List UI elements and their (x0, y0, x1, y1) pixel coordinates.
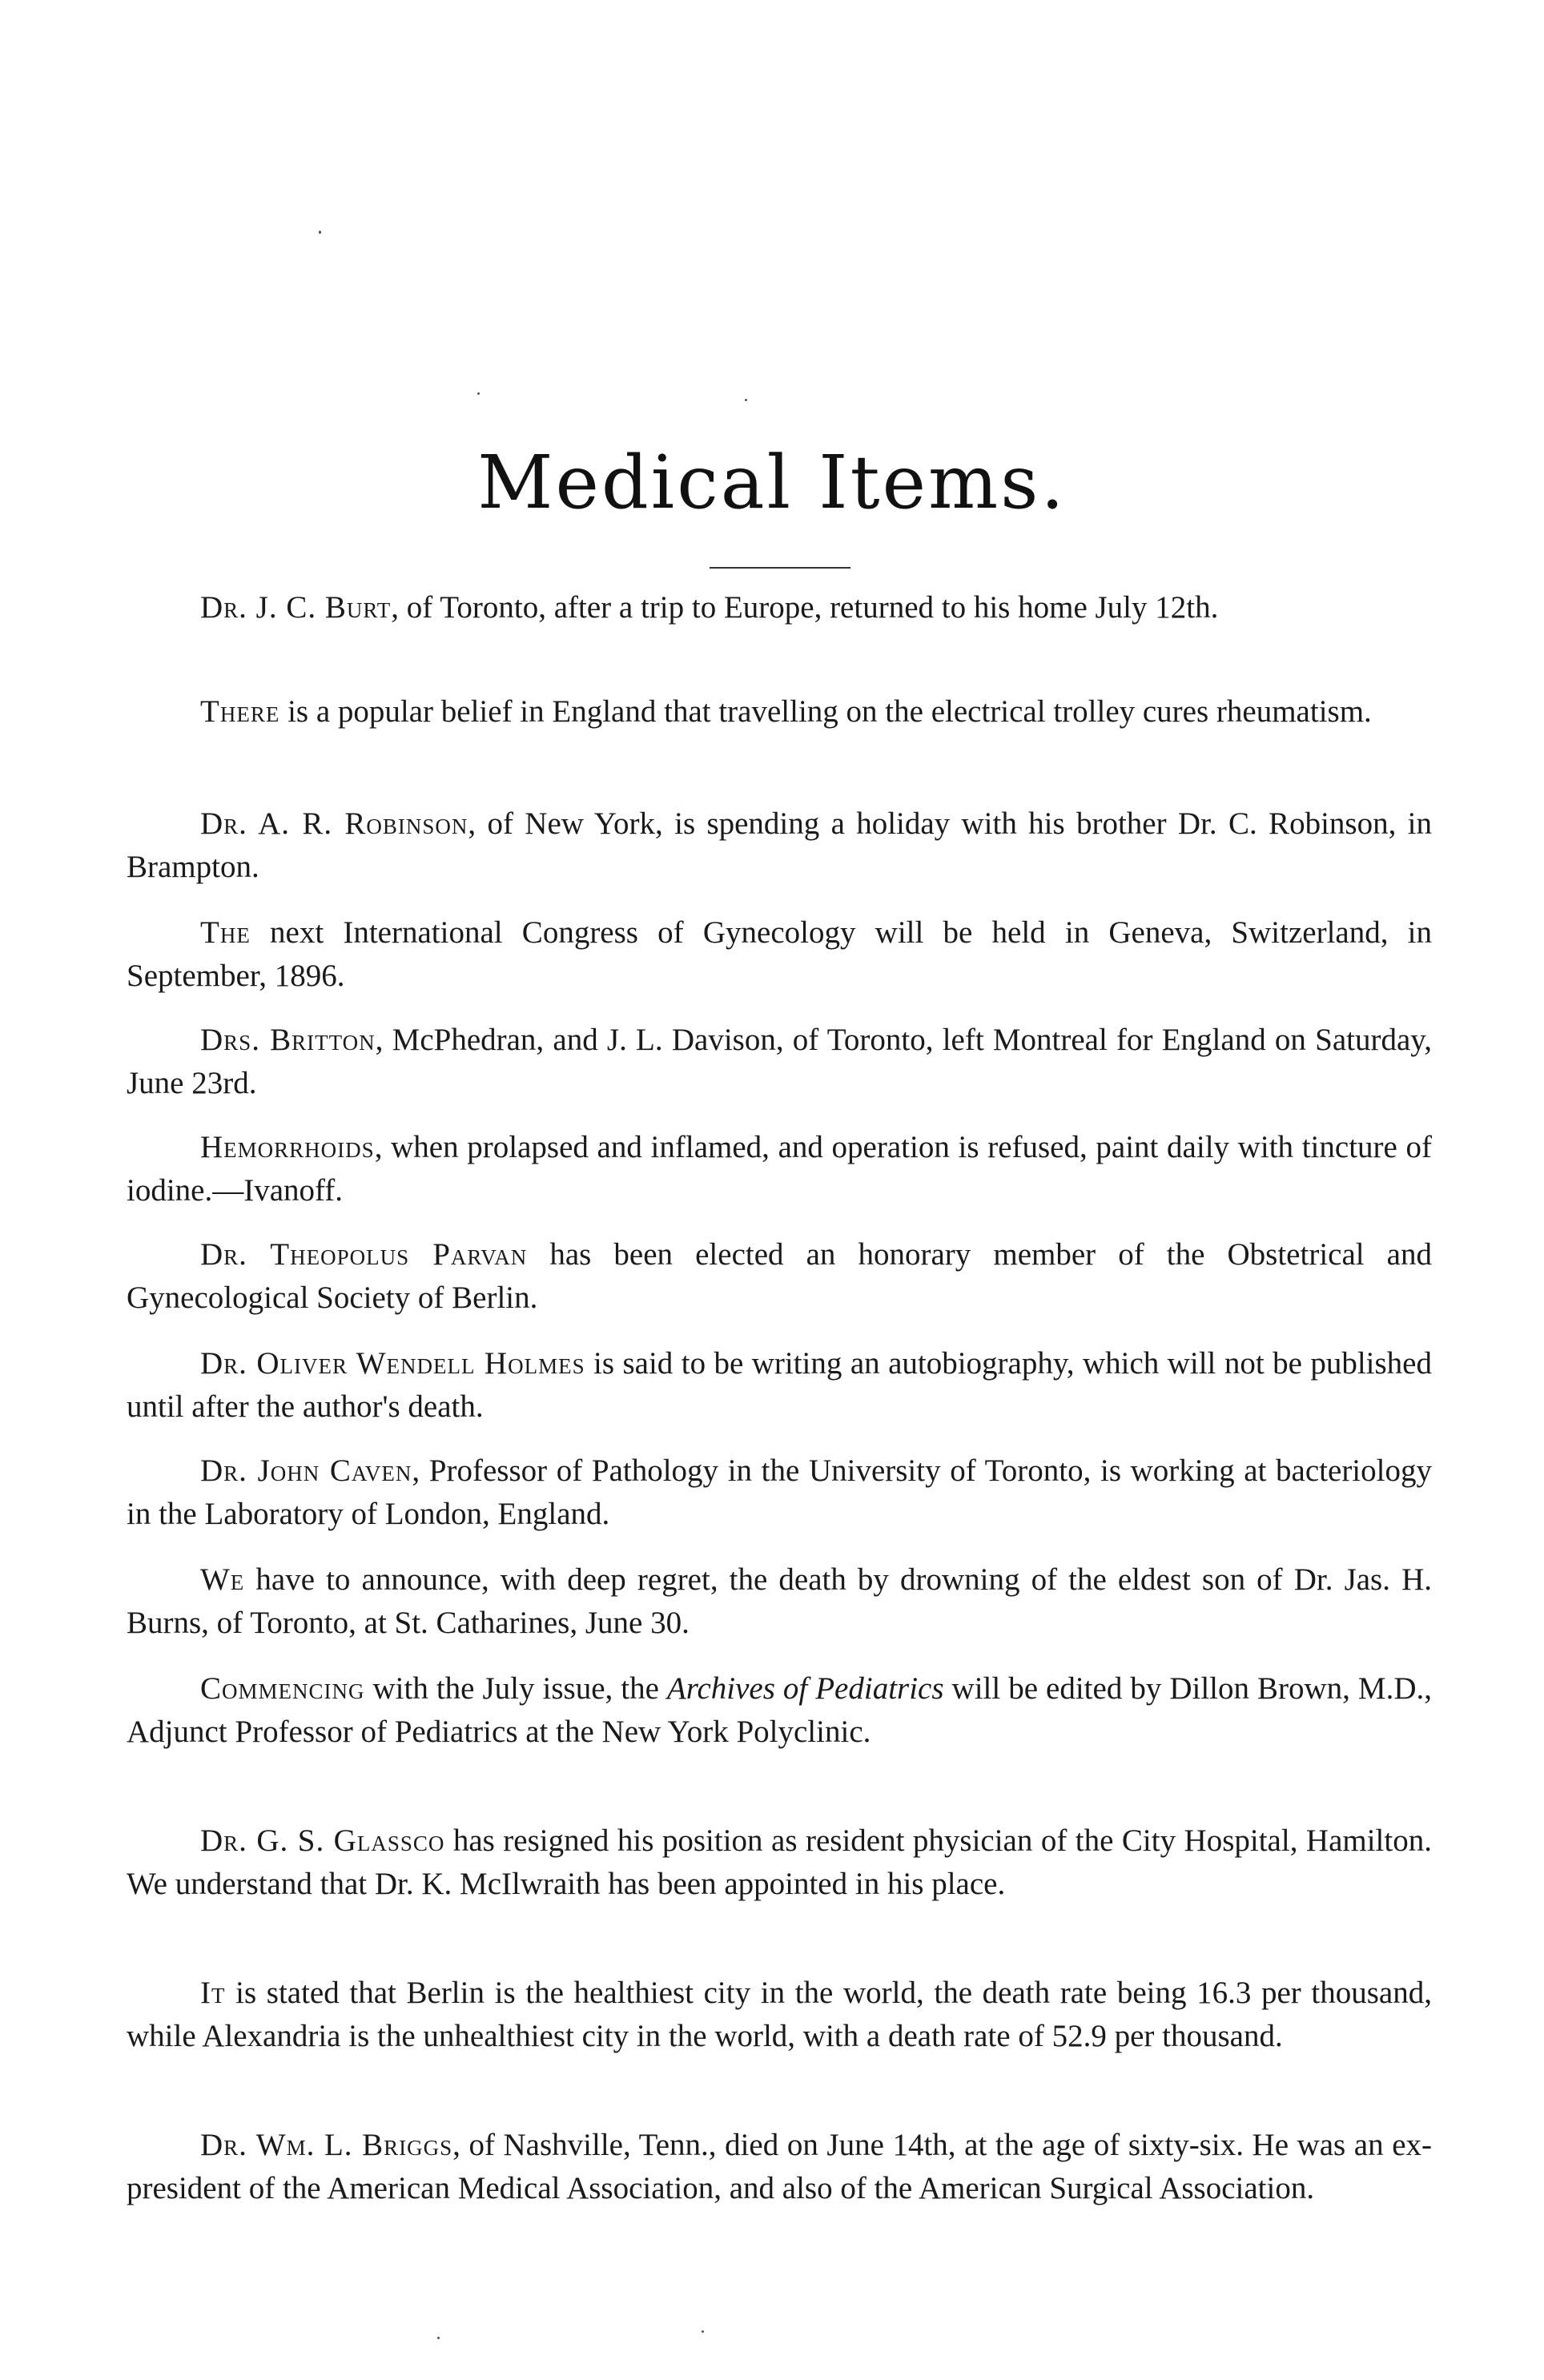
item-text: , McPhedran, and J. L. Davison, of Toronto, left Montreal for England on Saturday, June 23rd. (127, 1023, 1432, 1100)
item-text: has been elected an honorary member of the Obstetrical and Gynecological Society of Berlin. (127, 1237, 1432, 1315)
item-text: , of Toronto, after a trip to Europe, returned to his home July 12th. (391, 590, 1219, 625)
item-lead: Dr. G. S. Glassco (200, 1823, 445, 1858)
item-text: have to announce, with deep regret, the death by drowning of the eldest son of Dr. Jas. H. Burns, of Toronto, at St. Catharines, June 30. (127, 1562, 1432, 1640)
item-lead: Hemorrhoids (200, 1130, 375, 1164)
news-item-hemorrhoids (127, 1126, 1432, 1212)
news-item-archives (127, 1667, 1432, 1754)
item-text: , of New York, is spending a holiday with his brother Dr. C. Robinson, in Brampton. (127, 806, 1432, 884)
item-text: , of Nashville, Tenn., died on June 14th, at the age of sixty-six. He was an ex-president of the American Medical Association, and also of the American Surgical Association. (127, 2128, 1432, 2205)
item-text: will be edited by Dillon Brown, M.D., Adjunct Professor of Pediatrics at the New York Polyclinic. (127, 1671, 1432, 1749)
news-item-trolley (127, 690, 1432, 734)
item-lead: The (200, 915, 251, 950)
ink-speck (702, 2330, 704, 2333)
item-lead: Dr. Oliver Wendell Holmes (200, 1346, 585, 1381)
item-text: is a popular belief in England that travelling on the electrical trolley cures rheumatism. (279, 694, 1372, 729)
section-heading: Medical Items. (477, 440, 1067, 525)
item-lead: Dr. A. R. Robinson (200, 806, 468, 841)
ink-speck (319, 231, 321, 234)
item-lead: We (200, 1562, 245, 1597)
item-lead: Dr. Theopolus Parvan (200, 1237, 528, 1272)
item-text: , when prolapsed and inflamed, and operation is refused, paint daily with tincture of iodine.—Ivanoff. (127, 1130, 1432, 1208)
news-item-glassco (127, 1819, 1432, 1906)
item-lead: Drs. Britton (200, 1023, 376, 1057)
ink-speck (745, 399, 747, 401)
ink-speck (437, 2337, 440, 2339)
item-text: next International Congress of Gynecology will be held in Geneva, Switzerland, in September, 1896. (127, 915, 1432, 993)
news-item-congress (127, 911, 1432, 998)
item-text: is said to be writing an autobiography, which will not be published until after the author's death. (127, 1346, 1432, 1424)
item-text: is stated that Berlin is the healthiest city in the world, the death rate being 16.3 per thousand, while Alexandria is the unhealthiest city in the world, with a death rate of 52.9 per thousand. (127, 1976, 1432, 2053)
item-lead: There (200, 694, 280, 729)
item-text: with the July issue, the (364, 1671, 667, 1706)
item-lead: Commencing (200, 1671, 365, 1706)
ink-speck (477, 392, 480, 395)
news-item-caven (127, 1449, 1432, 1536)
news-item-britton (127, 1019, 1432, 1105)
news-item-burns (127, 1558, 1432, 1645)
item-text: , Professor of Pathology in the University of Toronto, is working at bacteriology in the Laboratory of London, England. (127, 1453, 1432, 1531)
item-lead: It (200, 1976, 226, 2010)
item-lead: Dr. Wm. L. Briggs (200, 2128, 453, 2162)
item-text: has resigned his position as resident physician of the City Hospital, Hamilton. We understand that Dr. K. McIlwraith has been appointed in his place. (127, 1823, 1432, 1901)
journal-title: Archives of Pediatrics (666, 1671, 944, 1706)
heading-rule (710, 567, 850, 569)
news-item-briggs (127, 2124, 1432, 2210)
item-lead: Dr. John Caven (200, 1453, 412, 1488)
news-item-robinson (127, 802, 1432, 889)
news-item-burt (127, 586, 1432, 629)
news-item-holmes (127, 1342, 1432, 1429)
news-item-berlin (127, 1972, 1432, 2058)
news-item-parvan (127, 1233, 1432, 1320)
item-lead: Dr. J. C. Burt (200, 590, 392, 625)
